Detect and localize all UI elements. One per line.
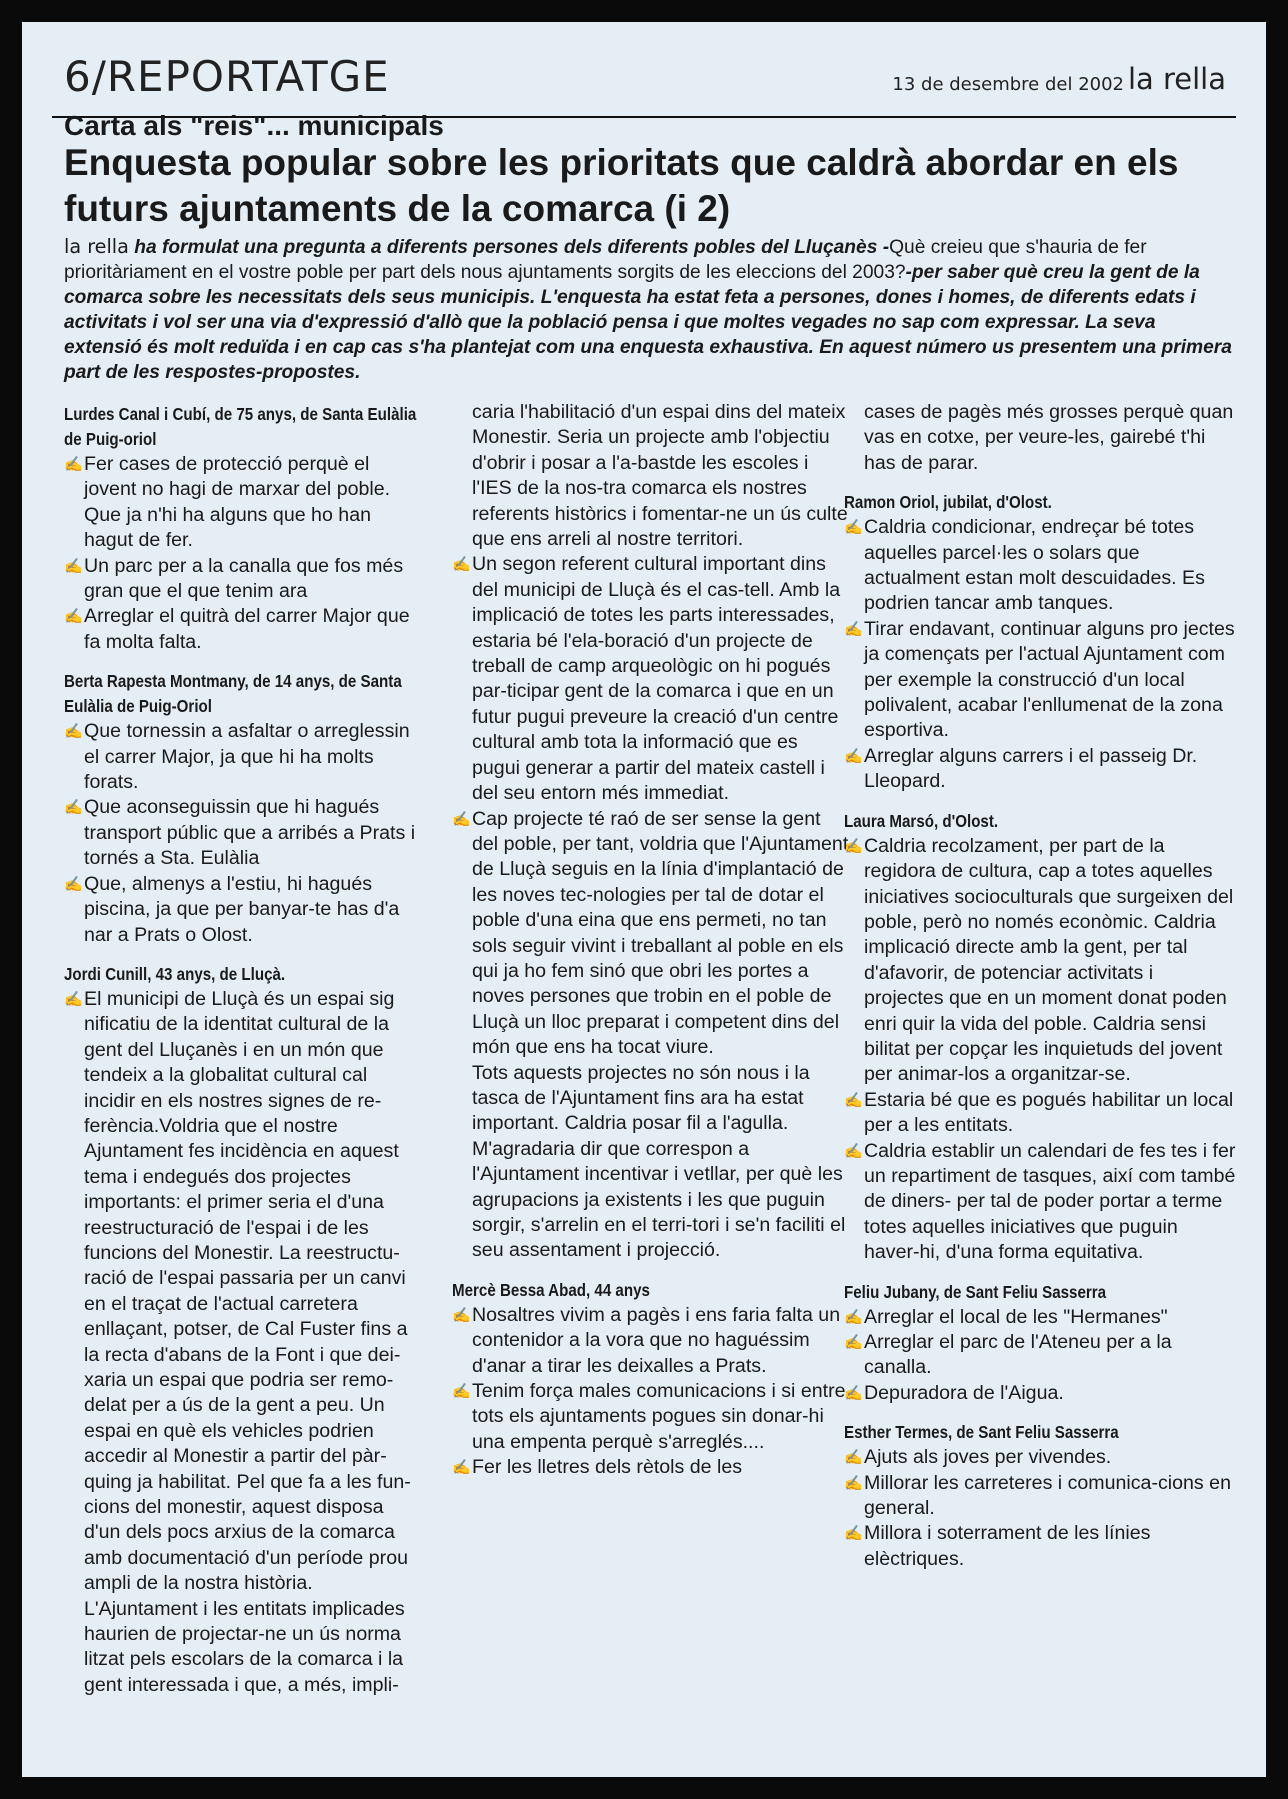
response-item: ✍ Ajuts als joves per vivendes. [844,1445,1236,1470]
body-paragraph: M'agradaria dir que correspon a l'Ajuntament incentivar i vetllar, per què les agrupacions ja existents i les que puguin sorgir, s'arrelin en el terri-tori i se'n faciliti el seu assentament i projecció. [472,1137,846,1262]
intro-paragraph [64,234,1236,385]
writing-hand-icon: ✍ [844,1474,863,1492]
response-item: ✍ Un segon referent cultural important dins del municipi de Lluçà és el cas-tell. Amb la implicació de totes les parts interessades, estaria bé l'ela-boració d'un projecte de treball de camp arqueològic on hi pogués par-ticipar gent de la comarca i que en un futur pugui preveure la creació d'un centre cultural amb tota la informació que es pugui generar a partir del mateix castell i del seu entorn més immediat. [452,553,841,805]
writing-hand-icon: ✍ [64,990,83,1008]
response-item: ✍ Nosaltres vivim a pagès i ens faria falta un contenidor a la vora que no haguéssim d'anar a tirar les deixalles a Prats. [452,1303,841,1377]
column-2 [452,400,850,1481]
publication-name: la rella [1127,62,1226,96]
response-item: ✍ Que aconseguissin que hi hagués transport públic que a arribés a Prats i tornés a Sta. Eulàlia [64,796,416,870]
response-item: ✍ Un parc per a la canalla que fos més gran que el que tenim ara [64,554,404,603]
response-item: ✍ Arreglar el local de les "Hermanes" [844,1305,1236,1330]
response-item: ✍ Caldria condicionar, endreçar bé totes aquelles parcel·les o solars que actualment estan molt descuidades. Es podrien tancar amb tanques. [844,516,1205,615]
writing-hand-icon: ✍ [64,875,83,893]
respondent-name: Feliu Jubany, de Sant Feliu Sasserra [844,1281,1107,1302]
respondent-name: Laura Marsó, d'Olost. [844,810,999,831]
section-title: 6/REPORTATGE [64,52,390,101]
response-item: ✍ Que tornessin a asfaltar o arreglessin el carrer Major, ja que hi ha molts forats. [64,720,410,794]
response-item: ✍ Tenim força males comunicacions i si entre tots els ajuntaments pogues sin donar-hi una empenta perquè s'arreglés.... [452,1380,846,1453]
respondent-name: Jordi Cunill, 43 anys, de Lluçà. [64,963,286,984]
respondent-name: Berta Rapesta Montmany, de 14 anys, de Santa Eulàlia de Puig-Oriol [64,671,402,717]
respondent-name: Lurdes Canal i Cubí, de 75 anys, de Santa Eulàlia de Puig-oriol [64,404,417,449]
respondent-name: Esther Termes, de Sant Feliu Sasserra [844,1422,1119,1443]
writing-hand-icon: ✍ [452,810,471,828]
intro-part2: -per saber què creu la gent de la comarca sobre les necessitats dels seus municipis. L'enquesta ha estat feta a persones, dones i homes, de diferents edats i activitats i vol ser una via d'expressió d'allò que la població pensa i que moltes vegades no sap com expressar. La seva extensió és molt reduïda i en cap cas s'ha plantejat com una enquesta exhaustiva. En aquest número us presentem una primera part de les respostes-propostes. [64,262,1232,383]
writing-hand-icon: ✍ [844,1384,863,1402]
column-1 [64,400,420,1698]
response-item: ✍ Arreglar el parc de l'Ateneu per a la canalla. [844,1331,1172,1379]
intro-brand: la rella [64,235,129,258]
writing-hand-icon: ✍ [844,1091,863,1109]
respondent-name: Ramon Oriol, jubilat, d'Olost. [844,492,1052,513]
masthead [52,44,1236,118]
response-item: ✍ Depuradora de l'Aigua. [844,1381,1236,1406]
kicker: Carta als "reis"... municipals [64,110,444,141]
writing-hand-icon: ✍ [844,837,863,855]
response-item: ✍ Millorar les carreteres i comunica-cions en general. [844,1471,1231,1520]
writing-hand-icon: ✍ [844,1308,863,1326]
column-3 [844,400,1236,1572]
newspaper-page [22,22,1266,1777]
writing-hand-icon: ✍ [844,1449,863,1467]
writing-hand-icon: ✍ [844,747,863,765]
response-item: ✍ Fer cases de protecció perquè el jovent no hagi de marxar del poble. Que ja n'hi ha alguns que ho han hagut de fer. [64,453,391,552]
response-item: ✍ Que, almenys a l'estiu, hi hagués piscina, ja que per banyar-te has d'a nar a Prats o Olost. [64,872,400,946]
writing-hand-icon: ✍ [844,1334,863,1351]
response-item: ✍ Millora i soterrament de les línies elèctriques. [844,1522,1151,1570]
response-item: ✍ Arreglar el quitrà del carrer Major que fa molta falta. [64,605,410,653]
respondent-name: Mercè Bessa Abad, 44 anys [452,1279,650,1300]
writing-hand-icon: ✍ [64,799,83,817]
writing-hand-icon: ✍ [64,723,83,741]
writing-hand-icon: ✍ [844,1525,863,1543]
response-item: ✍ Fer les lletres dels rètols de les [452,1455,850,1480]
writing-hand-icon: ✍ [452,1306,471,1324]
writing-hand-icon: ✍ [452,1459,471,1477]
intro-question: Què creieu que s'hauria de fer prioritàriament en el vostre poble per part dels nous ajuntaments sorgits de les eleccions del 2003? [64,237,1147,283]
continued-text: cases de pagès més grosses perquè quan vas en cotxe, per veure-les, gairebé t'hi has de parar. [864,401,1234,474]
writing-hand-icon: ✍ [64,557,83,575]
response-item: ✍ Caldria establir un calendari de fes tes i fer un repartiment de tasques, així com també de diners- per tal de poder portar a terme totes aquelles iniciatives que puguin haver-hi, d'una forma equitativa. [844,1139,1236,1264]
response-item: ✍ Estaria bé que es pogués habilitar un local per a les entitats. [844,1088,1234,1137]
writing-hand-icon: ✍ [844,519,863,537]
response-item: ✍ Tirar endavant, continuar alguns pro jectes ja començats per l'actual Ajuntament com per exemple la construcció d'un local polivalent, acabar l'enllumenat de la zona esportiva. [844,617,1235,742]
writing-hand-icon: ✍ [452,556,471,574]
headline: Enquesta popular sobre les prioritats que caldrà abordar en els futurs ajuntaments de la comarca (i 2) [64,142,1179,229]
writing-hand-icon: ✍ [844,1142,863,1160]
response-item: ✍ Cap projecte té raó de ser sense la gent del poble, per tant, voldria que l'Ajuntament de Lluçà seguis en la línia d'implantació de les noves tec-nologies per tal de dotar el poble d'una eina que ens permeti, no tan sols seguir vivint i treballant al poble en els qui ja ho fem sinó que obri les portes a noves persones que trobin en el poble de Lluçà un lloc preparat i competent dins del món que ens ha tocat viure. [452,807,849,1059]
response-item: ✍ Arreglar alguns carrers i el passeig Dr. Lleopard. [844,744,1198,793]
writing-hand-icon: ✍ [844,620,863,638]
response-item: ✍ Caldria recolzament, per part de la regidora de cultura, cap a totes aquelles iniciatives socioculturals que surgeixen del poble, però no només econòmic. Caldria implicació directe amb la gent, per tal d'afavorir, de potenciar activitats i projectes que en un moment donat poden enri quir la vida del poble. Caldria sensi bilitat per copçar les inquietuds del jovent per animar-los a organitzar-se. [844,834,1234,1086]
intro-part1: ha formulat una pregunta a diferents persones dels diferents pobles del Lluçanès - [128,237,890,258]
body-paragraph: Tots aquests projectes no són nous i la tasca de l'Ajuntament fins ara ha estat important. Caldria posar fil a l'agulla. [472,1061,810,1135]
writing-hand-icon: ✍ [64,608,83,626]
writing-hand-icon: ✍ [64,456,83,473]
writing-hand-icon: ✍ [452,1383,471,1401]
issue-date: 13 de desembre del 2002 [892,74,1124,95]
response-item: ✍ El municipi de Lluçà és un espai sig nificatiu de la identitat cultural de la gent del Lluçanès i en un món que tendeix a la globalitat cultural cal incidir en els nostres signes de re-ferència.Voldria que el nostre Ajuntament fes incidència en aquest tema i endegués dos projectes importants: el primer seria el d'una reestructuració de l'espai i de les funcions del Monestir. La reestructu-ració de l'espai passaria per un canvi en el traçat de l'actual carretera enllaçant, potser, de Cal Fuster fins a la recta d'abans de la Font i que dei-xaria un espai que podria ser remo-delat per a ús de la gent a peu. Un espai en què els vehicles podrien accedir al Monestir a partir del pàr-quing ja habilitat. Pel que fa a les fun-cions del monestir, aquest disposa d'un dels pocs arxius de la comarca amb documentació d'un període prou ampli de la nostra història. L'Ajuntament i les entitats implicades haurien de projectar-ne un ús norma litzat pels escolars de la comarca i la gent interessada i que, a més, impli- [64,987,411,1696]
continued-text: caria l'habilitació d'un espai dins del mateix Monestir. Seria un projecte amb l'objectiu d'obrir i posar a l'a-bastde les escoles i l'IES de la nos-tra comarca els nostres referents històrics i fomentar-ne un ús culte que ens arreli al nostre territori. [472,401,848,551]
